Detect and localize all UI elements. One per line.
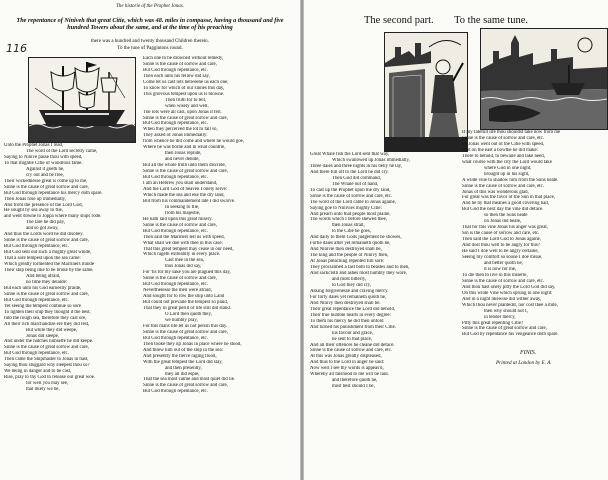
tune-label: To the same tune. [454,15,529,26]
printer-imprint: Printed at London by E. A. [496,360,552,366]
left-page [0,0,300,480]
city-woodcut-icon [480,28,608,130]
part-label: The second part. [364,15,434,26]
ballad-title: The repentance of Niniveh that great Citie, which was 48. miles in compasse, having a thousand and five hundred Towers about the same, and at the time of his preaching [16,17,284,32]
part-heading [364,15,546,26]
tune-line: To the tune of Paggintons round. [117,46,183,51]
left-column-1: Unto the Prophet Jonas I read, The word of the Lord secretly came, Saying to Ninive passe thou with speed, To that mightie Citie of wondrous fame. Against it goeth he, cry out and be free, Their wickednesse great is come up to me, Sinne is the cause of great sorrow and care, But God through repentance his mercy doth spare. Then Jonas rose up immediatly, And from the presence of the Lord God, He sought by sea away to flie, and went downe to Joppa where many ships rode. The fare he did pay, and so got away, And thus the Lords word he did disobey. Sinne is the cause of great sorrow and care, But God through repentance, etc. But God sent out such a mighty great winde, That a sore tempest upon the sea came: Which greatly tormented the Marriners minde Their ship being like to be broke by the same. And being afraid, no time they delaide: But each unto his God earnestly praide, Sinne is the cause of great sorrow and care, But God through repentance, etc. Yet seeing the tempest continue so sore To lighten their ship they thought it the best, Into the rough sea, therefore they cast ore, All their rich marchandize ere they did rest, But while they did weepe, Jonas did sleepe, And under the hatches himselfe he did keepe. Sinne is the cause of great sorrow and care, But God through repentance, etc. Then came the Shipmaster to Jonas in hast, Saying thou sluggard why sleepest thou so? We being in danger and to be cast, Rise, pray to thy God to release our great woe. for well you may see, that likely we be, [4,143,103,393]
running-head: The historie of the Prophet Jonas. [116,4,184,9]
ship-woodcut-icon [28,57,136,143]
prophet-woodcut-icon [384,32,468,152]
finis-mark: FINIS. [520,350,537,356]
right-page [304,0,608,480]
left-column-2: Each one to be drowned without remedy, Sinne is the cause of sorrow and care, But God through repentance, etc. Then each unto his fellow did say, Come let us cast lots betweene us each one, To know for which of our sinnes this day, This grievous tempest upon us is blowne. Then truth for to tell, when wisely and well, The lots were all cast, upon Jonas it fell. Sinne is the cause of great sorrow and care, But God through repentance, etc. When they perceived the lot to fall so, They asked of Jonas immediatly: from whence he did come and where he would goe, Where he was borne and in what countrie, then Jonas replide, and never denide, But all the whole truth unto them discride, Sinne is the cause of great sorrow and care, But God through repentance, etc. I am an Hebrew you shall understand, And the Lord God of heaven I onely serve: Which made the sea and eke the dry land, But from his commandement late I did swarve. In seeking to flie, from his majestie, He hath laid upon this great misery. Sinne is the cause of sorrow and care, But God through repentance, etc. Then said the Mariners tell us with speed, What shall we doe with thee in this case: That this great tempest may cease in our need, Which rageth extreamly in every place. Cast mee in the sea, thus Jonas did say, For 'tis for my sake you are plagued this day, Sinne is the cause of sorrow and care, But God through repentance, etc. Neverthelesse the men were afraid, And sought for to row the ship unto Land But could not prevaile the tempest so plaid, That they in great perill of life still did stand. O Lord then quoth they, we humbly pray, For this mans life let us not perish this day. Sinne is the cause of great sorrow and care, But God through repentance, etc. Then tooke they up Jonas in place where he stood, And threw him out of the ship in the sea: And presently the fierce raging flood, With the great tempest the Lord did slay, and then presently, they all did espie, That the sea most calme and most quiet did lie. Sinne is the cause of great sorrow and care, But God through repentance, etc. [143,56,245,395]
ballad-subtitle: there was a hundred and twenty thousand Children therein. [91,39,209,44]
handwritten-mark: 116 [6,42,27,55]
right-column-1: Great Whale fish the Lord sent that way, Which swallowed up Jonas immediatly, Three daies and three nights in his belly he lay, And there full oft to the Lord he did cry. Then God did command, The Whale out of hand, To cast up the Prophet upon the dry land, Sinne is the cause of sorrow and care, etc. The word of the Lord came to Jonas againe, Saying goe to Ninivies mighty Citie: And preach unto that people most plaine, The words which I before shewed thee, then Jonas strait, to the Citie he goes, And daily to them Gods judgement he showes, Fortie daies after yet remaineth quoth he, And Ninivie then destroyed shall be, The king and the people of Ninivy then, At Jonas preaching repented full sore: They proclaimed a fast both to beastes and to men, And sackcloth and ashes most humbly they wore, and most bitterly, to God they did cry, Asking forgivenesse and craving mercy. For forty daies yet remaineth quoth he, And Ninivy then destroyed shall be. Their great repentance the Lord did behold, Their true humble hearts in every degree: To them his mercy he did then unfold And turned his punishment from their Citie. his favour and grace, he sent to that place, And all their offences he cleane did deface. Sinne is the cause of sorrow and care, etc. At this was Jonas greatly displeased, And thus to the Lord in anger he said: Now well I see thy words is appeas'd, Whereby all falshood to me will be laid. and therefore quoth he, most best should I be, [310,152,410,390]
right-column-2: If my fatefull life thou shouldst take now from me Sinne is the cause of sorrow and care, etc. So Jonas went out of the Citie with speed, And on the east a bowthe he did make: There to behold, to bewaile and take heed, what course with the city the Lord would take where God in one night, brought up in his sight, A wilde vine to shadow him from the Suns heate. Sinne is the cause of sorrow and care, etc. Jonas of this was wonderous glad, For great was the favor of the Sun in that place, And he by that meanes a good covering had, But God the next day the vine did deface. so then the Suns heate on Jonas did beate, That for this vine Jonas his anger was great, Sin is the cause of sorrow and care, etc. Then said the Lord God to Jonas againe, And dost thou well to be angry for this? He said I doe well to be angry certaine, Seeing my comfort so soone I doe misse, and better quoth he, it is now for me, To die then to live in this miserie, Sinne is the cause of sorrow and care, etc. And thou hast onely pitty the Lord God did say, On this wilde Vine which sprung in one night: And in a night likewise did wither away, Which thou never plantedst, nor cost thee a mite, then why should not I, in tender mercy, Pitty this great repenting Citie? Sinne is the cause of great sorrow and care, But God by repentance his vengeance doth spare. [462,130,561,338]
